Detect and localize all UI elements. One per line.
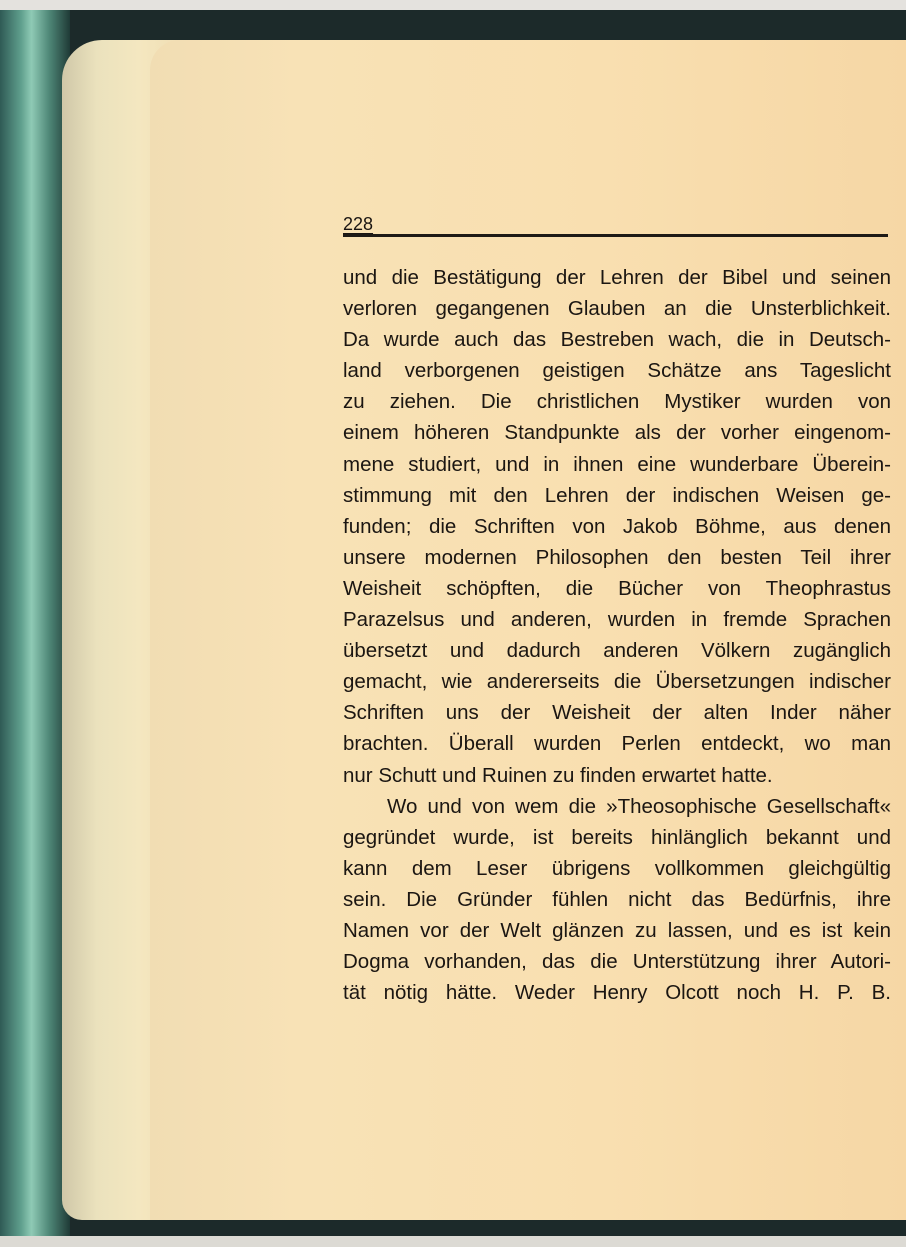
text-line: Weisheit schöpften, die Bücher von Theophrastus (343, 576, 891, 600)
text-line: übersetzt und dadurch anderen Völkern zugänglich (343, 639, 891, 663)
text-line: kann dem Leser übrigens vollkommen gleichgültig (343, 856, 891, 880)
text-line: einem höheren Standpunkte als der vorher eingenom- (343, 421, 891, 445)
text-line: sein. Die Gründer fühlen nicht das Bedürfnis, ihre (343, 887, 891, 911)
text-line: stimmung mit den Lehren der indischen Weisen ge- (343, 483, 891, 507)
text-line: Parazelsus und anderen, wurden in fremde Sprachen (343, 608, 891, 632)
text-line: unsere modernen Philosophen den besten Teil ihrer (343, 545, 891, 569)
text-line: tät nötig hätte. Weder Henry Olcott noch H. P. B. (343, 981, 891, 1005)
text-line: Wo und von wem die »Theosophische Gesellschaft« (387, 794, 891, 818)
text-line: funden; die Schriften von Jakob Böhme, aus denen (343, 514, 891, 538)
text-line: zu ziehen. Die christlichen Mystiker wurden von (343, 390, 891, 414)
text-line: Schriften uns der Weisheit der alten Inder näher (343, 701, 891, 725)
book-cover-edge (0, 10, 70, 1236)
page-body-text (343, 262, 891, 1008)
text-line: Namen vor der Welt glänzen zu lassen, und es ist kein (343, 918, 891, 942)
text-line: mene studiert, und in ihnen eine wunderbare Überein- (343, 452, 891, 476)
text-line: brachten. Überall wurden Perlen entdeckt, wo man (343, 732, 891, 756)
text-line: nur Schutt und Ruinen zu finden erwartet hatte. (343, 763, 773, 787)
text-line: verloren gegangenen Glauben an die Unsterblichkeit. (343, 297, 891, 321)
scan-bottom-margin (0, 1236, 906, 1247)
scan-top-margin (0, 0, 906, 10)
page-number: 228 (343, 214, 374, 234)
text-line: land verborgenen geistigen Schätze ans Tageslicht (343, 359, 891, 383)
text-line: gemacht, wie andererseits die Übersetzungen indischer (343, 670, 891, 694)
text-line: und die Bestätigung der Lehren der Bibel und seinen (343, 266, 891, 289)
header-rule (343, 234, 888, 237)
text-line: Da wurde auch das Bestreben wach, die in Deutsch- (343, 328, 891, 352)
text-line: Dogma vorhanden, das die Unterstützung ihrer Autori- (343, 950, 891, 974)
text-line: gegründet wurde, ist bereits hinlänglich bekannt und (343, 825, 891, 849)
